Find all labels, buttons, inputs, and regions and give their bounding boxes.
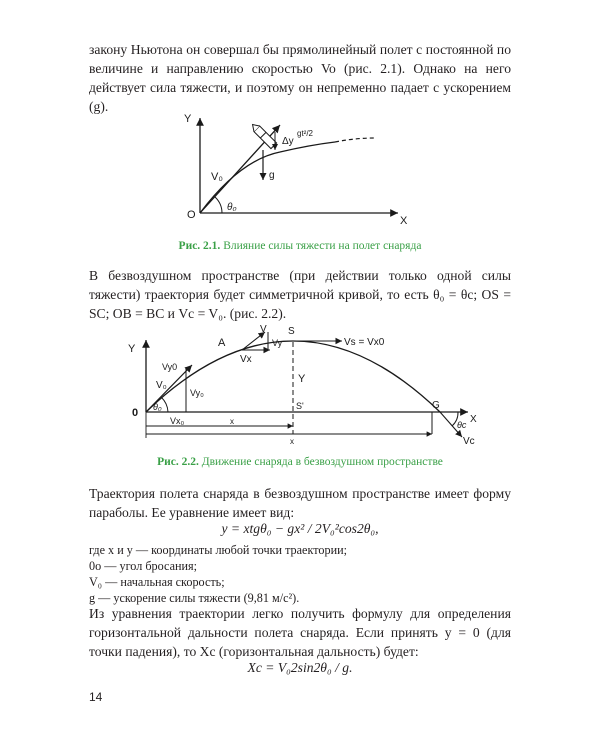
- fig2-label-vy0: Vy0: [162, 362, 178, 372]
- where-line-3: V₀ — начальная скорость;: [89, 575, 225, 589]
- fig1-label-y: Y: [184, 113, 192, 125]
- fig2-label-vy: Vy: [272, 338, 283, 348]
- fig2-label-vc: Vc: [463, 436, 475, 447]
- fig1-projectile: [250, 122, 277, 149]
- paragraph-intro: закону Ньютона он совершал бы прямолинейный полет с постоянной по величине и направлению скоростью Vo (рис. 2.1). Однако на него действует сила тяжести, и поэтому он непременно падает с ускорением (g).: [89, 42, 511, 114]
- fig1-caption-text: Влияние силы тяжести на полет снаряда: [223, 240, 422, 252]
- fig2-label-y-mid: Y: [298, 373, 306, 385]
- fig2-label-a: A: [218, 337, 226, 349]
- where-line-2: 0o — угол бросания;: [89, 559, 198, 573]
- fig1-label-theta0: θ₀: [227, 202, 237, 213]
- fig1-label-delta-y: Δy: [282, 136, 294, 147]
- fig2-label-y: Y: [128, 343, 136, 355]
- fig2-label-s-prime: S': [296, 401, 304, 411]
- fig2-caption-text: Движение снаряда в безвоздушном пространстве: [201, 456, 443, 468]
- fig2-label-theta0: θ₀: [153, 402, 162, 412]
- fig1-trajectory-dashed: [335, 138, 375, 142]
- fig1-angle-arc: [215, 197, 222, 213]
- fig2-label-x-bottom: x: [290, 437, 294, 446]
- fig2-angle-arc-theta0: [161, 397, 168, 412]
- fig1-caption: [0, 240, 600, 252]
- fig2-label-x-small: x: [230, 417, 234, 426]
- paragraph-parabola: Траектория полета снаряда в безвоздушном пространстве имеет форму параболы. Ее уравнение имеет вид:: [89, 486, 511, 520]
- fig2-caption: [0, 456, 600, 468]
- where-line-4: g — ускорение силы тяжести (9,81 м/с²).: [89, 591, 300, 605]
- fig2-label-v0: V₀: [156, 380, 167, 391]
- formula-range: Xc = V₀2sin2θ₀ / g.: [247, 660, 353, 675]
- paragraph-range: Из уравнения траектории легко получить формулу для определения горизонтальной дальности полета снаряда. Если принять y = 0 (для точки падения), то Xc (горизонтальная дальность) будет:: [89, 606, 511, 659]
- where-line-1: где x и y — координаты любой точки траектории;: [89, 543, 348, 557]
- paragraph-vacuum: В безвоздушном пространстве (при действии только одной силы тяжести) траектория будет симметричной кривой, то есть θ₀ = θc; OS = SC; OB = BC и Vc = V₀. (рис. 2.2).: [89, 268, 511, 321]
- fig1-caption-number: Рис. 2.1.: [178, 240, 221, 252]
- formula-trajectory: y = xtgθ₀ − gx² / 2V₀²cos2θ₀,: [221, 521, 379, 536]
- fig2-label-theta-c: θc: [457, 420, 467, 430]
- fig2-label-x: X: [470, 414, 477, 425]
- fig1-label-gt2: gt²/2: [297, 129, 314, 138]
- fig2-label-v: V: [260, 324, 267, 335]
- fig1-label-v0: V₀: [211, 171, 223, 183]
- fig2-label-s: S: [288, 326, 295, 337]
- fig2-label-vy0-mid: Vy₀: [190, 388, 204, 398]
- fig1-label-g: g: [269, 170, 275, 181]
- figure-2-2: [110, 322, 490, 450]
- fig2-label-g-point: G: [432, 400, 440, 411]
- fig2-caption-number: Рис. 2.2.: [157, 456, 199, 468]
- figure-2-1: [170, 100, 430, 225]
- page-number: 14: [89, 690, 103, 704]
- fig2-label-vx: Vx: [240, 354, 252, 365]
- fig1-label-x: X: [400, 215, 408, 225]
- fig2-label-vs: Vs = Vx0: [344, 337, 385, 348]
- fig2-label-origin: 0: [132, 407, 139, 419]
- fig2-label-vx0-bottom: Vx₀: [170, 416, 185, 426]
- fig1-label-origin: O: [187, 209, 196, 221]
